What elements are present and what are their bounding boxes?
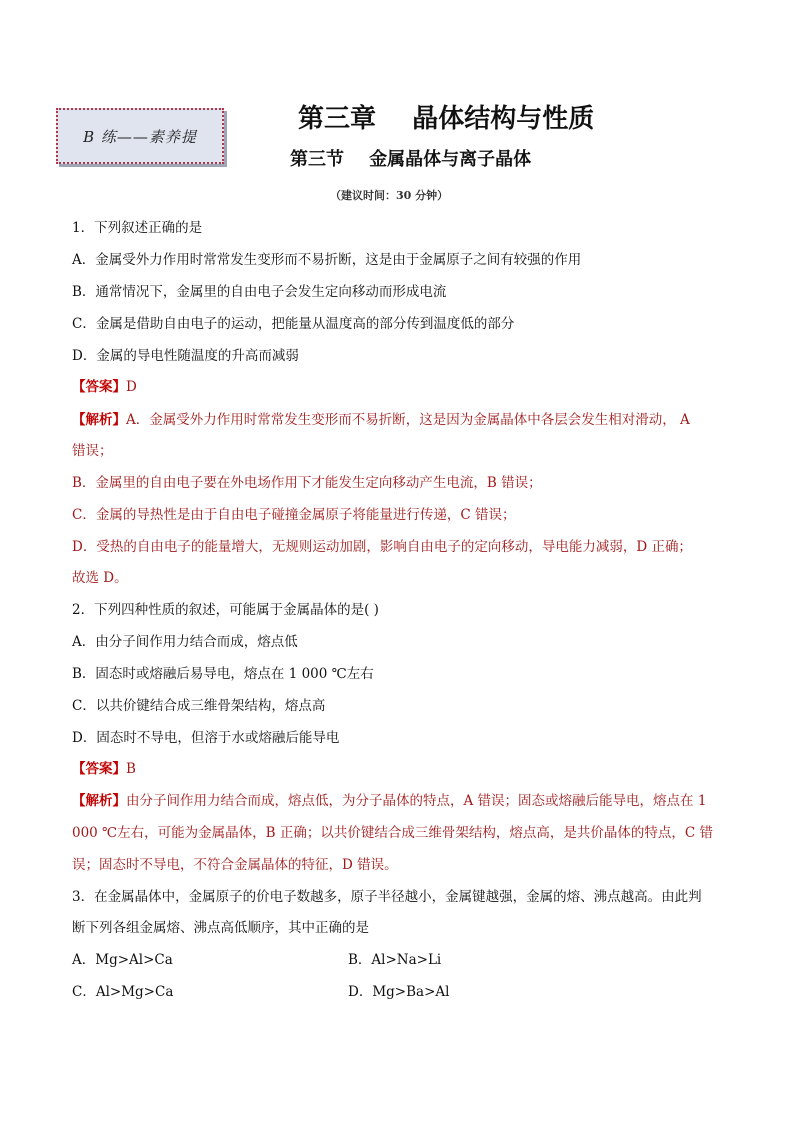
answer-value: D [126, 379, 137, 395]
q1-answer [72, 377, 137, 397]
q2-option-c: C．以共价键结合成三维骨架结构，熔点高 [72, 698, 326, 714]
q3-option-b: B．Al>Na>Li [348, 952, 442, 968]
q1-analysis-line: C．金属的导热性是由于自由电子碰撞金属原子将能量进行传递，C 错误； [72, 507, 516, 523]
q2-option-b: B．固态时或熔融后易导电，熔点在 1 000 ℃左右 [72, 666, 374, 682]
q2-option-d: D．固态时不导电，但溶于水或熔融后能导电 [72, 730, 340, 746]
chapter-title: 第三章 晶体结构与性质 [298, 104, 595, 134]
q2-analysis-line: 误；固态时不导电，不符合金属晶体的特征，D 错误。 [72, 857, 398, 873]
section-title: 第三节 金属晶体与离子晶体 [290, 149, 532, 170]
q1-stem: 1．下列叙述正确的是 [72, 220, 203, 236]
q3-stem: 断下列各组金属熔、沸点高低顺序，其中正确的是 [72, 920, 369, 936]
q1-option-a: A．金属受外力作用时常常发生变形而不易折断，这是由于金属原子之间有较强的作用 [72, 252, 582, 268]
q3-option-c: C．Al>Mg>Ca [72, 984, 174, 1000]
answer-tag: 【答案】 [72, 379, 126, 395]
q3-option-a: A．Mg>Al>Ca [72, 952, 173, 968]
analysis-text: A．金属受外力作用时常常发生变形而不易折断，这是因为金属晶体中各层会发生相对滑动， A [126, 412, 690, 428]
analysis-tag: 【解析】 [72, 793, 126, 809]
q1-option-c: C．金属是借助自由电子的运动，把能量从温度高的部分传到温度低的部分 [72, 316, 515, 332]
q1-analysis-line: 错误； [72, 443, 113, 459]
analysis-tag: 【解析】 [72, 412, 126, 428]
q3-stem: 3．在金属晶体中，金属原子的价电子数越多，原子半径越小，金属键越强，金属的熔、沸点越高。由此判 [72, 889, 702, 905]
q1-analysis-line: B．金属里的自由电子要在外电场作用下才能发生定向移动产生电流，B 错误； [72, 475, 542, 491]
q2-stem: 2．下列四种性质的叙述，可能属于金属晶体的是( ) [72, 602, 379, 618]
q1-option-b: B．通常情况下，金属里的自由电子会发生定向移动而形成电流 [72, 284, 447, 300]
q1-analysis-line: 故选 D。 [72, 570, 128, 586]
suggested-time: （建议时间：30 分钟） [330, 189, 449, 202]
q2-answer [72, 759, 136, 779]
q1-option-d: D．金属的导电性随温度的升高而减弱 [72, 348, 299, 364]
q2-analysis-line [72, 791, 706, 811]
answer-tag: 【答案】 [72, 761, 126, 777]
answer-value: B [126, 761, 136, 777]
q2-analysis-line: 000 ℃左右，可能为金属晶体，B 正确；以共价键结合成三维骨架结构，熔点高，是共价晶体的特点，C 错 [72, 825, 713, 841]
q1-analysis-line [72, 410, 690, 430]
q3-option-d: D．Mg>Ba>Al [348, 984, 450, 1000]
analysis-text: 由分子间作用力结合而成，熔点低，为分子晶体的特点，A 错误；固态或熔融后能导电，熔点在 1 [126, 793, 707, 809]
practice-badge: B 练——素养提 [56, 108, 224, 164]
q2-option-a: A．由分子间作用力结合而成，熔点低 [72, 634, 298, 650]
q1-analysis-line: D．受热的自由电子的能量增大，无规则运动加剧，影响自由电子的定向移动，导电能力减弱，D 正确； [72, 539, 692, 555]
